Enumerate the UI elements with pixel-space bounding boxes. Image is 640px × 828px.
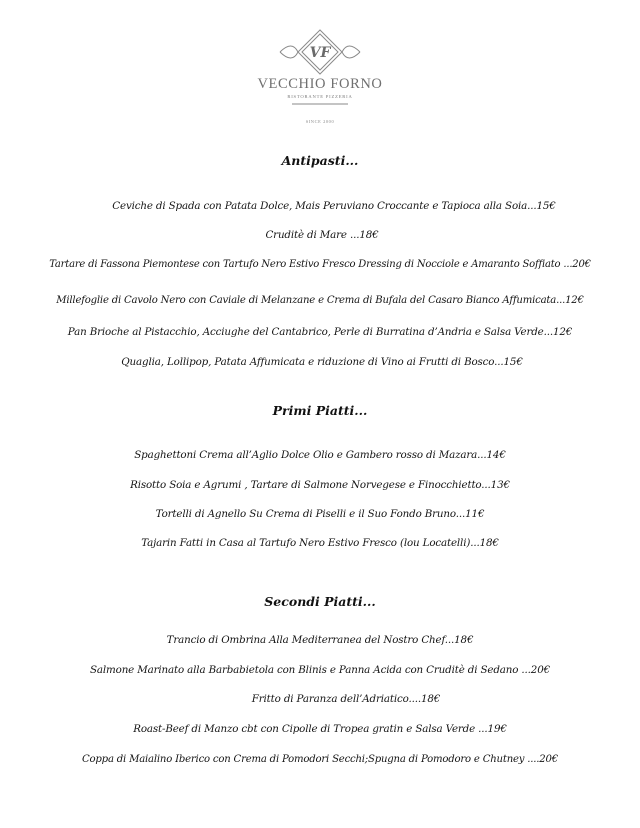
section-heading-primi: Primi Piatti... <box>272 403 368 418</box>
menu-item: Ceviche di Spada con Patata Dolce, Mais Peruviano Croccante e Tapioca alla Soia...15€ <box>112 200 556 212</box>
logo-since: SINCE 2000 <box>305 119 335 124</box>
logo-monogram: VF <box>309 45 331 61</box>
logo-subtitle: RISTORANTE PIZZERIA <box>287 94 353 99</box>
menu-item: Tartare di Fassona Piemontese con Tartufo Nero Estivo Fresco Dressing di Nocciole e Amaranto Soffiato ...20€ <box>49 259 591 270</box>
menu-item: Millefoglie di Cavolo Nero con Caviale di Melanzane e Crema di Bufala del Casaro Bianco Affumicata...12€ <box>56 295 584 306</box>
menu-item: Roast-Beef di Manzo cbt con Cipolle di Tropea gratin e Salsa Verde ...19€ <box>133 723 507 735</box>
menu-item: Pan Brioche al Pistacchio, Acciughe del Cantabrico, Perle di Burratina d’Andria e Salsa Verde...12€ <box>67 326 573 338</box>
menu-item: Salmone Marinato alla Barbabietola con Blinis e Panna Acida con Cruditè di Sedano ...20€ <box>90 664 550 676</box>
menu-item: Fritto di Paranza dell’Adriatico....18€ <box>251 693 441 705</box>
menu-item: Quaglia, Lollipop, Patata Affumicata e riduzione di Vino ai Frutti di Bosco...15€ <box>121 356 523 368</box>
menu-item: Trancio di Ombrina Alla Mediterranea del Nostro Chef...18€ <box>166 634 474 646</box>
section-heading-antipasti: Antipasti... <box>281 153 359 168</box>
menu-item: Cruditè di Mare ...18€ <box>265 229 379 241</box>
section-heading-secondi: Secondi Piatti... <box>264 594 376 609</box>
logo-name: VECCHIO FORNO <box>257 76 383 92</box>
menu-item: Tajarin Fatti in Casa al Tartufo Nero Estivo Fresco (lou Locatelli)...18€ <box>141 537 499 549</box>
menu-item: Risotto Soia e Agrumi , Tartare di Salmone Norvegese e Finocchietto...13€ <box>130 479 510 491</box>
menu-item: Tortelli di Agnello Su Crema di Piselli e il Suo Fondo Bruno...11€ <box>155 508 485 520</box>
menu-item: Coppa di Maialino Iberico con Crema di Pomodori Secchi;Spugna di Pomodoro e Chutney ....20€ <box>82 754 558 765</box>
menu-item: Spaghettoni Crema all’Aglio Dolce Olio e Gambero rosso di Mazara...14€ <box>134 449 506 461</box>
